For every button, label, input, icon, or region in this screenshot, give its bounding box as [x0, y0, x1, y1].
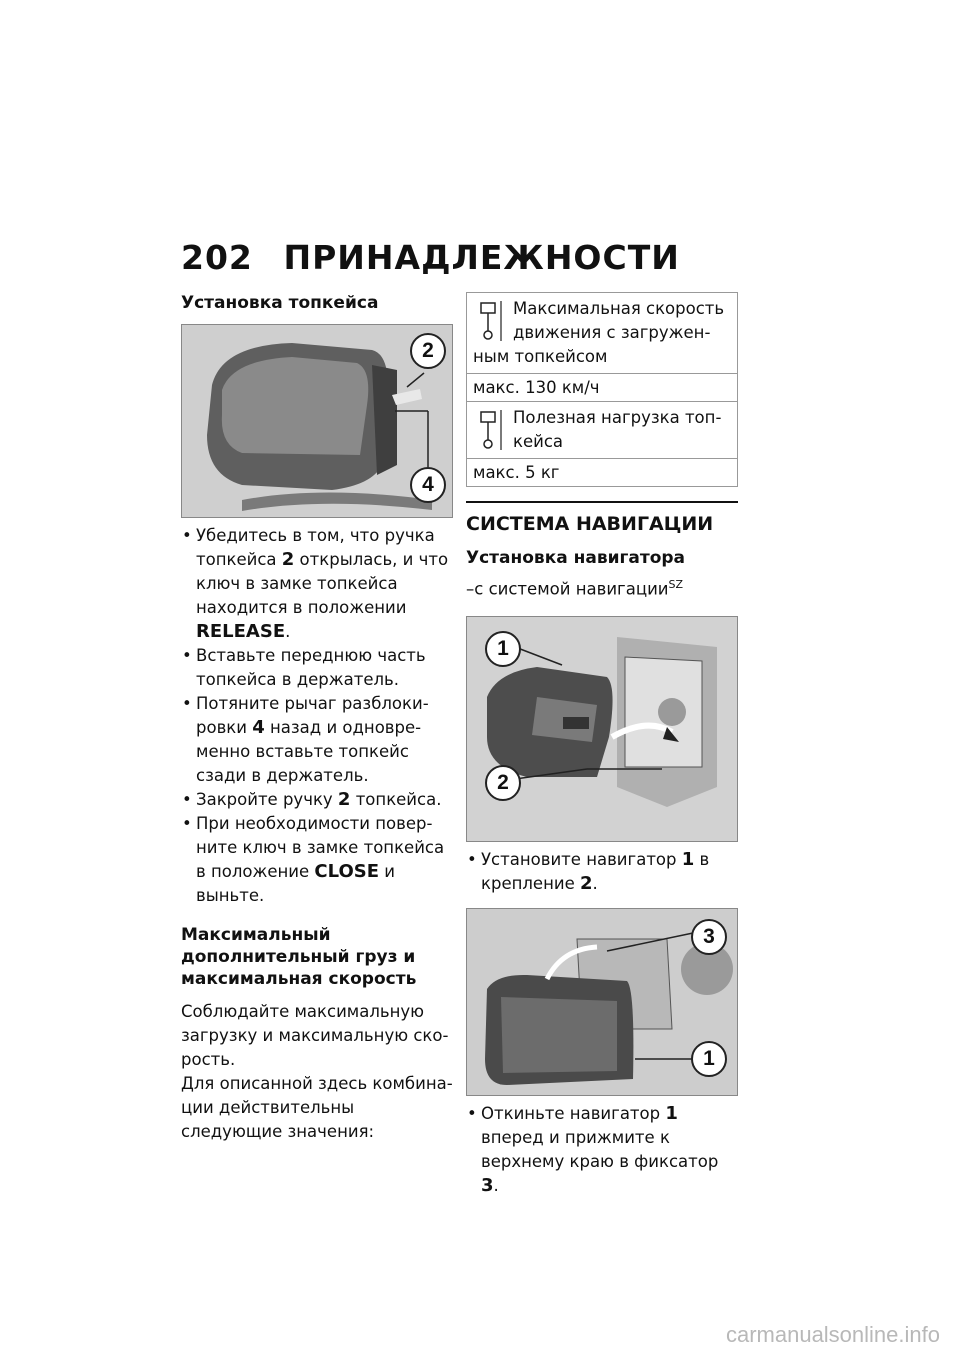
- weight-limit-icon: [473, 406, 507, 452]
- nav-mount-figure: [466, 616, 738, 842]
- page-header: [181, 238, 680, 277]
- callout-2: 2: [485, 765, 521, 801]
- topcase-figure: [181, 324, 453, 518]
- topcase-heading: Установка топкейса: [181, 293, 379, 313]
- nav-heading: Установка навигатора: [466, 548, 686, 568]
- spec-cell-speed-value: макс. 130 км/ч: [467, 374, 738, 402]
- load-heading: Максимальный дополнительный груз и максимальная скорость: [181, 925, 417, 989]
- list-item: • Потяните рычаг разблоки-ровки 4 назад и одновре-менно вставьте топкейс сзади в держатель.: [181, 692, 453, 788]
- load-text-2: Для описанной здесь комбина-ции действительны следующие значения:: [181, 1074, 453, 1141]
- watermark: carmanualsonline.info: [725, 1322, 940, 1347]
- callout-1: 1: [485, 631, 521, 667]
- callout-2: 2: [410, 333, 446, 369]
- nav-tilt-figure: [466, 908, 738, 1096]
- list-item: • Убедитесь в том, что ручка топкейса 2 открылась, и что ключ в замке топкейса находится в положении RELEASE.: [181, 524, 453, 644]
- page-title: ПРИНАДЛЕЖНОСТИ: [283, 238, 680, 277]
- nav-steps-1: [466, 848, 738, 896]
- right-column: [466, 292, 738, 1198]
- callout-1: 1: [691, 1041, 727, 1077]
- spec-cell-load-value: макс. 5 кг: [467, 459, 738, 487]
- weight-limit-icon: [473, 297, 507, 343]
- list-item: • При необходимости повер-ните ключ в замке топкейса в положение CLOSE и выньте.: [181, 812, 453, 908]
- list-item: • Вставьте переднюю часть топкейса в держатель.: [181, 644, 453, 692]
- list-item: • Закройте ручку 2 топкейса.: [181, 788, 453, 812]
- spec-cell-load-label: Полезная нагрузка топ-кейса: [467, 402, 738, 459]
- load-text-1: Соблюдайте максимальную загрузку и максимальную ско-рость.: [181, 1002, 449, 1069]
- section-divider: [466, 501, 738, 503]
- spec-table: [466, 292, 738, 487]
- left-column: [181, 292, 453, 1144]
- list-item: • Откиньте навигатор 1 вперед и прижмите к верхнему краю в фиксатор 3.: [466, 1102, 738, 1198]
- page-number: 202: [181, 238, 253, 277]
- list-item: • Установите навигатор 1 в крепление 2.: [466, 848, 738, 896]
- callout-4: 4: [410, 467, 446, 503]
- nav-section-title: СИСТЕМА НАВИГАЦИИ: [466, 513, 714, 535]
- callout-3: 3: [691, 919, 727, 955]
- nav-steps-2: [466, 1102, 738, 1198]
- spec-cell-speed-label: Максимальная скорость движения с загружен-ным топкейсом: [467, 293, 738, 374]
- topcase-steps: [181, 524, 453, 908]
- nav-sub: –с системой навигации$^{SZ}$: [466, 578, 684, 599]
